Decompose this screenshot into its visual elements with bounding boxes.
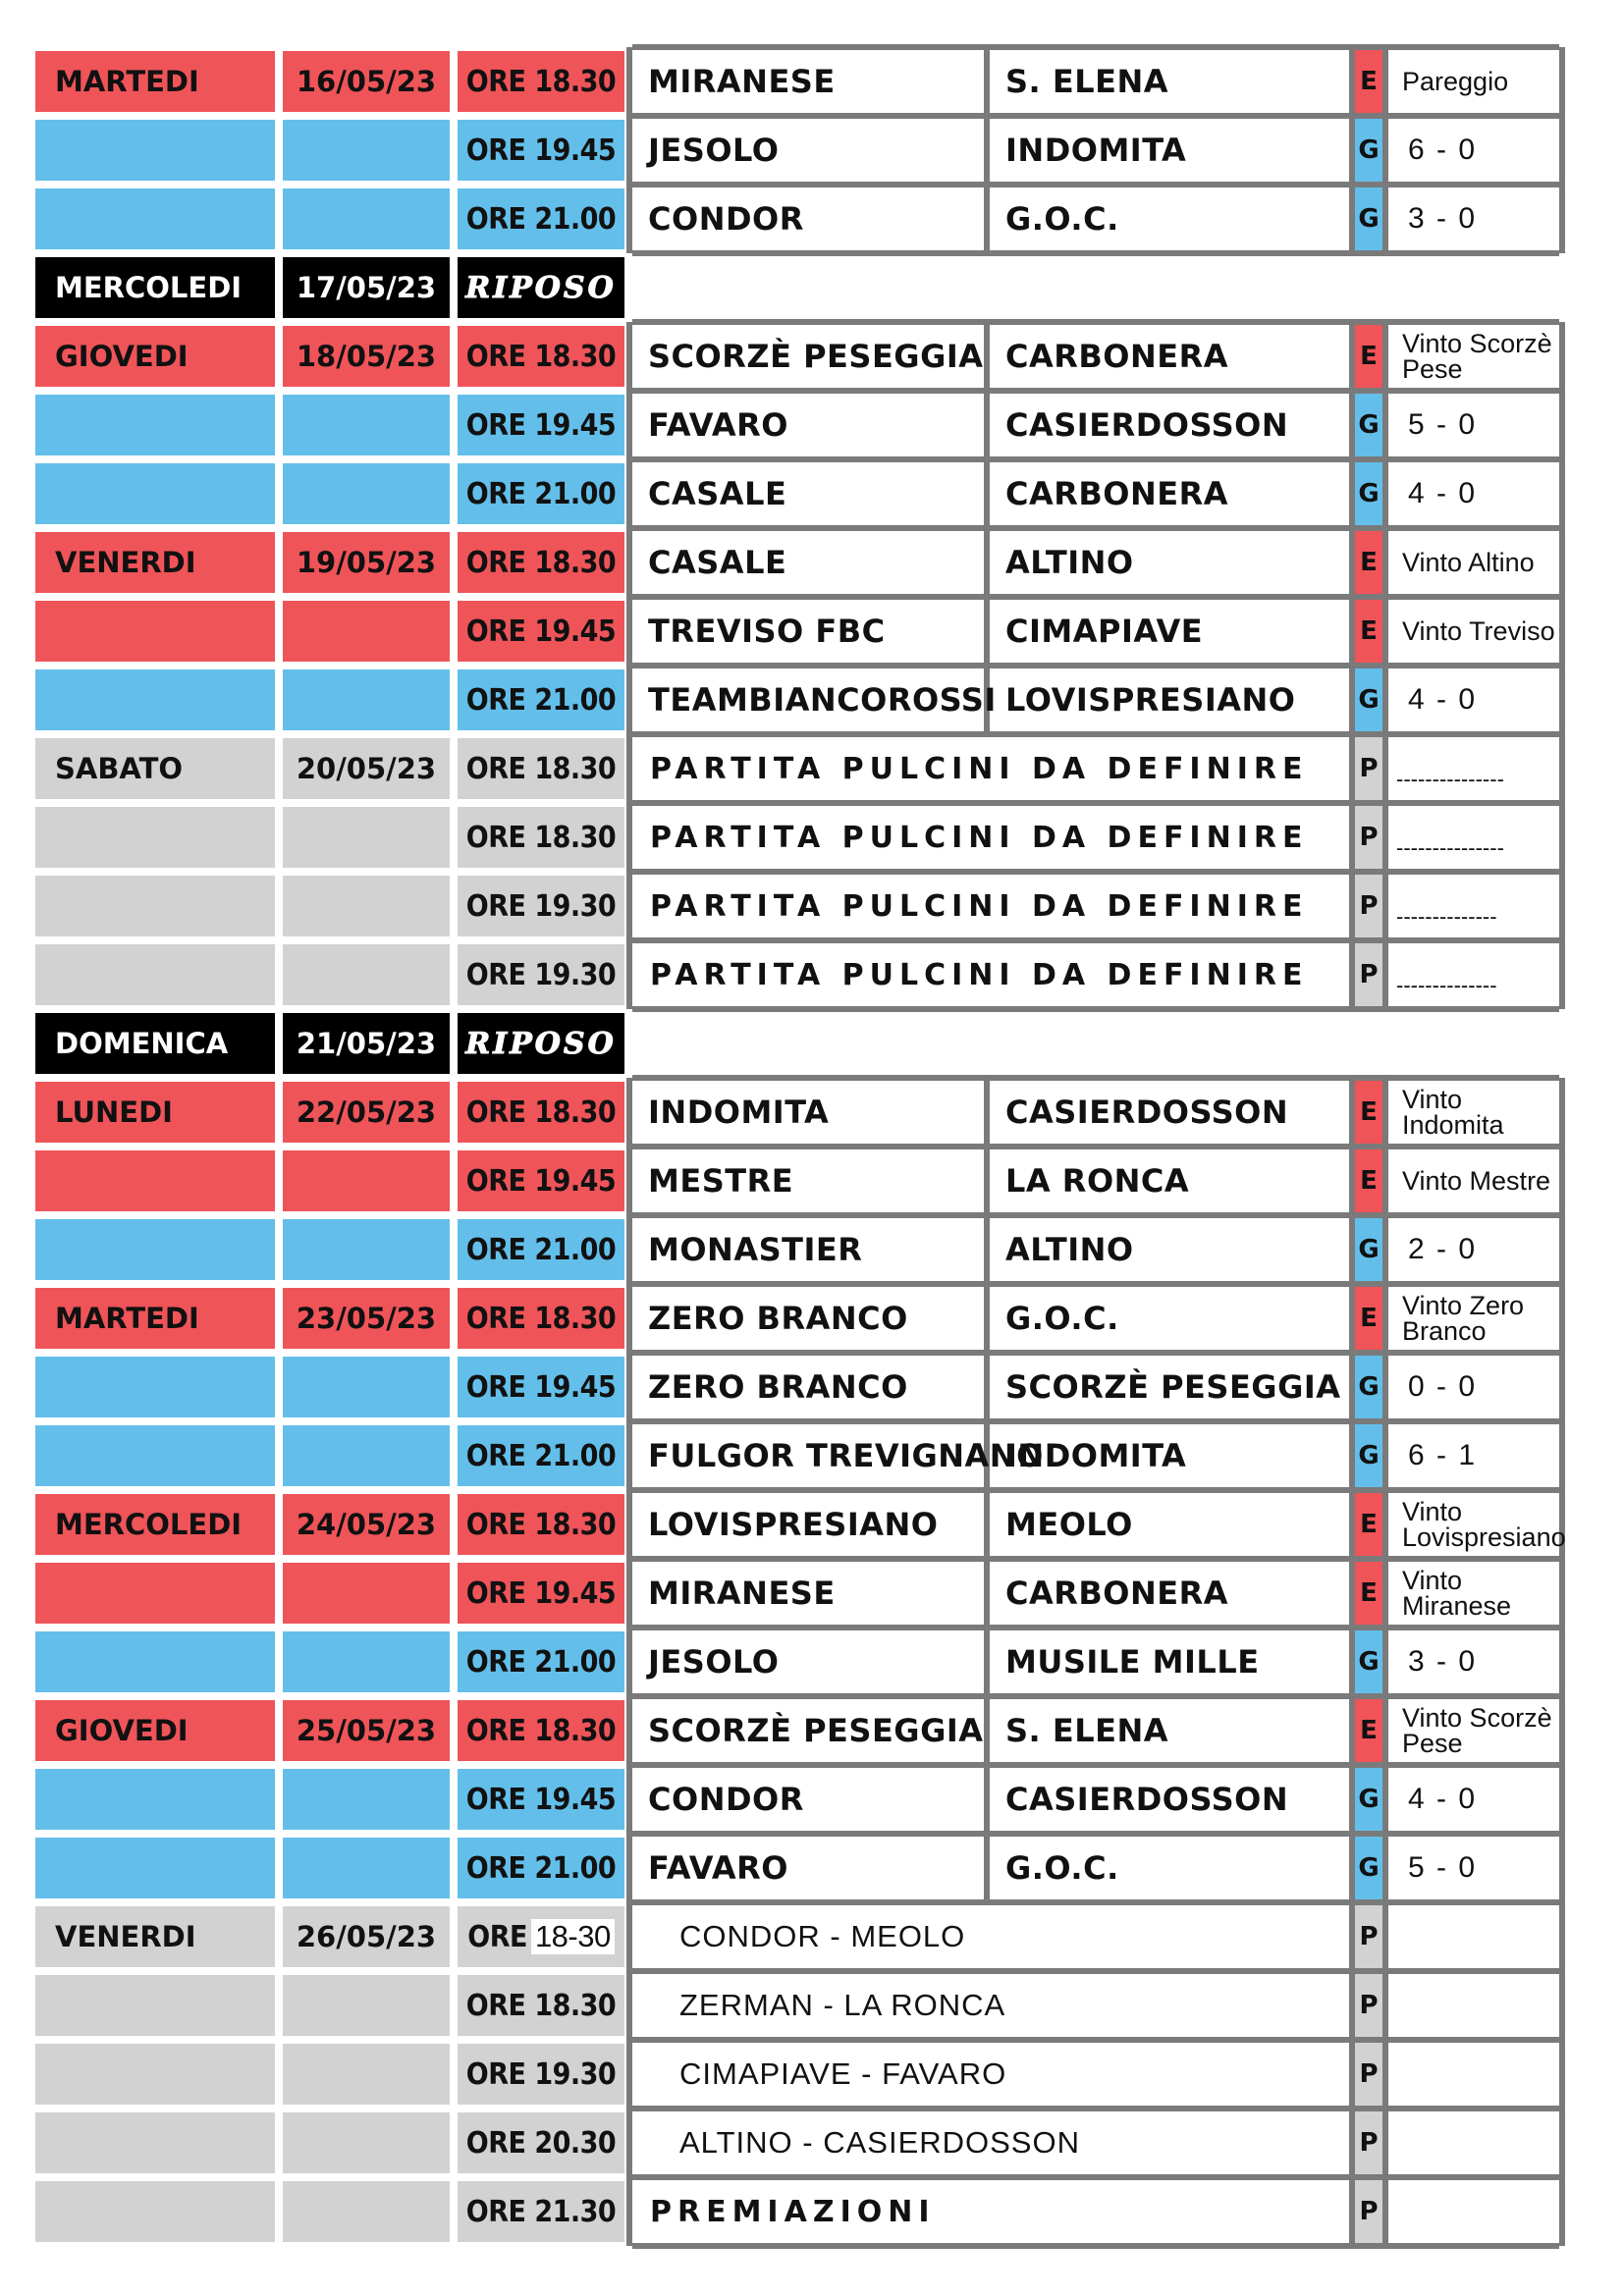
day-cell: GIOVEDI bbox=[35, 326, 275, 387]
time-cell bbox=[458, 326, 624, 387]
day-cell bbox=[35, 944, 275, 1005]
schedule-row bbox=[35, 459, 1595, 528]
time-label: ORE 21.30 bbox=[465, 2194, 617, 2229]
away-team: INDOMITA bbox=[990, 119, 1355, 182]
home-team: CASALE bbox=[632, 531, 990, 594]
date-cell bbox=[283, 1769, 450, 1830]
time-cell bbox=[458, 188, 624, 249]
away-team: CARBONERA bbox=[990, 1562, 1355, 1625]
date-cell: 23/05/23 bbox=[283, 1288, 450, 1349]
time-label: ORE 21.00 bbox=[465, 1644, 617, 1680]
home-team: ZERO BRANCO bbox=[632, 1287, 990, 1350]
time-label: ORE 20.30 bbox=[465, 2125, 617, 2161]
category-code: P bbox=[1355, 943, 1388, 1006]
date-cell bbox=[283, 188, 450, 249]
result-cell: Vinto Indomita bbox=[1388, 1081, 1559, 1144]
result-cell: --------------- bbox=[1388, 806, 1559, 869]
time-label: ORE 19.30 bbox=[465, 888, 617, 924]
date-cell: 22/05/23 bbox=[283, 1082, 450, 1143]
time-label: ORE 18.30 bbox=[465, 545, 617, 580]
home-team: JESOLO bbox=[632, 1630, 990, 1693]
result-cell: Vinto Altino bbox=[1388, 531, 1559, 594]
match-description bbox=[632, 737, 1355, 800]
date-cell bbox=[283, 463, 450, 524]
time-cell bbox=[458, 2112, 624, 2173]
day-cell: VENERDI bbox=[35, 532, 275, 593]
date-cell bbox=[283, 120, 450, 181]
schedule-row bbox=[35, 940, 1595, 1009]
match-description bbox=[632, 875, 1355, 937]
time-cell bbox=[458, 1906, 624, 1967]
time-cell bbox=[458, 395, 624, 455]
time-label: ORE 21.00 bbox=[465, 682, 617, 718]
result-cell: -------------- bbox=[1388, 943, 1559, 1006]
time-label: ORE 18.30 bbox=[465, 1713, 617, 1748]
category-code: E bbox=[1355, 50, 1388, 113]
away-team: G.O.C. bbox=[990, 187, 1355, 250]
day-cell: LUNEDI bbox=[35, 1082, 275, 1143]
result-cell: Vinto Treviso bbox=[1388, 600, 1559, 663]
category-code: E bbox=[1355, 1081, 1388, 1144]
date-cell bbox=[283, 1357, 450, 1417]
time-cell bbox=[458, 2181, 624, 2242]
time-label: ORE 18.30 bbox=[465, 64, 617, 99]
result-cell: Vinto Miranese bbox=[1388, 1562, 1559, 1625]
category-code: E bbox=[1355, 1562, 1388, 1625]
schedule-row bbox=[35, 322, 1595, 391]
row-divider bbox=[632, 2243, 1559, 2249]
away-team: S. ELENA bbox=[990, 1699, 1355, 1762]
category-code: G bbox=[1355, 119, 1388, 182]
date-cell bbox=[283, 1219, 450, 1280]
time-cell bbox=[458, 1769, 624, 1830]
match-text: PARTITA PULCINI DA DEFINIRE bbox=[650, 751, 1309, 786]
schedule-row bbox=[35, 597, 1595, 666]
date-cell bbox=[283, 876, 450, 936]
date-cell bbox=[283, 2181, 450, 2242]
home-team: TREVISO FBC bbox=[632, 600, 990, 663]
away-team: INDOMITA bbox=[990, 1424, 1355, 1487]
day-cell bbox=[35, 1150, 275, 1211]
day-cell: GIOVEDI bbox=[35, 1700, 275, 1761]
schedule-row bbox=[35, 1490, 1595, 1559]
date-cell bbox=[283, 1838, 450, 1898]
date-cell bbox=[283, 2112, 450, 2173]
home-team: FULGOR TREVIGNANO bbox=[632, 1424, 990, 1487]
date-cell: 20/05/23 bbox=[283, 738, 450, 799]
home-team: MONASTIER bbox=[632, 1218, 990, 1281]
schedule-row bbox=[35, 528, 1595, 597]
day-cell bbox=[35, 2181, 275, 2242]
category-code: P bbox=[1355, 875, 1388, 937]
time-label: ORE 21.00 bbox=[465, 1850, 617, 1886]
date-cell: 24/05/23 bbox=[283, 1494, 450, 1555]
date-cell: 26/05/23 bbox=[283, 1906, 450, 1967]
category-code: E bbox=[1355, 325, 1388, 388]
away-team: CASIERDOSSON bbox=[990, 394, 1355, 456]
home-team: CONDOR bbox=[632, 1768, 990, 1831]
result-cell bbox=[1388, 2043, 1559, 2106]
category-code: P bbox=[1355, 1974, 1388, 2037]
away-team: LA RONCA bbox=[990, 1149, 1355, 1212]
result-cell: Vinto Zero Branco bbox=[1388, 1287, 1559, 1350]
category-code: P bbox=[1355, 2180, 1388, 2243]
time-label: ORE 21.00 bbox=[465, 476, 617, 511]
match-text: PARTITA PULCINI DA DEFINIRE bbox=[650, 888, 1309, 924]
away-team: G.O.C. bbox=[990, 1837, 1355, 1899]
time-cell bbox=[458, 1219, 624, 1280]
day-cell bbox=[35, 188, 275, 249]
result-cell: Vinto Scorzè Pese bbox=[1388, 325, 1559, 388]
time-cell bbox=[458, 1288, 624, 1349]
result-cell bbox=[1388, 2180, 1559, 2243]
time-cell bbox=[458, 1357, 624, 1417]
schedule-row bbox=[35, 1284, 1595, 1353]
match-description bbox=[632, 943, 1355, 1006]
time-label: ORE 21.00 bbox=[465, 201, 617, 237]
schedule-row bbox=[35, 1696, 1595, 1765]
category-code: G bbox=[1355, 1837, 1388, 1899]
category-code: E bbox=[1355, 600, 1388, 663]
time-cell bbox=[458, 1150, 624, 1211]
time-cell bbox=[458, 1082, 624, 1143]
schedule-row bbox=[35, 391, 1595, 459]
schedule-row bbox=[35, 1834, 1595, 1902]
time-cell bbox=[458, 1563, 624, 1624]
schedule-row bbox=[35, 47, 1595, 116]
schedule-row bbox=[35, 666, 1595, 734]
time-label: ORE 19.45 bbox=[465, 1369, 617, 1405]
result-cell: 5 - 0 bbox=[1388, 1837, 1559, 1899]
result-cell: 0 - 0 bbox=[1388, 1356, 1559, 1418]
time-label: ORE 18.30 bbox=[465, 1301, 617, 1336]
time-cell bbox=[458, 601, 624, 662]
category-code: E bbox=[1355, 531, 1388, 594]
result-cell: 4 - 0 bbox=[1388, 462, 1559, 525]
time-value: 18-30 bbox=[531, 1919, 615, 1954]
time-label: ORE 19.45 bbox=[465, 1163, 617, 1199]
match-text: PARTITA PULCINI DA DEFINIRE bbox=[650, 820, 1309, 855]
schedule-row bbox=[35, 1559, 1595, 1628]
away-team: CARBONERA bbox=[990, 462, 1355, 525]
result-cell: 6 - 0 bbox=[1388, 119, 1559, 182]
day-cell bbox=[35, 395, 275, 455]
category-code: G bbox=[1355, 462, 1388, 525]
category-code: P bbox=[1355, 2111, 1388, 2174]
time-label: ORE bbox=[467, 1919, 527, 1954]
day-cell bbox=[35, 2112, 275, 2173]
match-description bbox=[632, 2043, 1355, 2106]
home-team: SCORZÈ PESEGGIA bbox=[632, 1699, 990, 1762]
result-cell: Vinto Scorzè Pese bbox=[1388, 1699, 1559, 1762]
schedule-row bbox=[35, 116, 1595, 185]
time-cell bbox=[458, 1838, 624, 1898]
schedule-row bbox=[35, 1628, 1595, 1696]
time-label: ORE 18.30 bbox=[465, 1095, 617, 1130]
result-cell: 6 - 1 bbox=[1388, 1424, 1559, 1487]
date-cell bbox=[283, 1425, 450, 1486]
result-cell: Vinto Mestre bbox=[1388, 1149, 1559, 1212]
time-cell bbox=[458, 876, 624, 936]
date-cell: 18/05/23 bbox=[283, 326, 450, 387]
time-label: ORE 19.45 bbox=[465, 1782, 617, 1817]
day-cell: MARTEDI bbox=[35, 1288, 275, 1349]
schedule-table bbox=[35, 47, 1595, 2246]
time-label: ORE 21.00 bbox=[465, 1438, 617, 1473]
day-cell bbox=[35, 1425, 275, 1486]
result-cell bbox=[1388, 2111, 1559, 2174]
day-cell: MERCOLEDI bbox=[35, 257, 275, 318]
category-code: G bbox=[1355, 1768, 1388, 1831]
time-label: ORE 18.30 bbox=[465, 339, 617, 374]
schedule-row bbox=[35, 1078, 1595, 1147]
match-text: PREMIAZIONI bbox=[650, 2194, 936, 2229]
date-cell bbox=[283, 807, 450, 868]
date-cell bbox=[283, 1150, 450, 1211]
time-label: ORE 18.30 bbox=[465, 1507, 617, 1542]
schedule-row bbox=[35, 734, 1595, 803]
schedule-row bbox=[35, 872, 1595, 940]
schedule-row bbox=[35, 1353, 1595, 1421]
time-cell bbox=[458, 1975, 624, 2036]
day-cell bbox=[35, 2044, 275, 2105]
home-team: FAVARO bbox=[632, 394, 990, 456]
schedule-row bbox=[35, 1009, 1595, 1078]
result-cell: 2 - 0 bbox=[1388, 1218, 1559, 1281]
day-cell bbox=[35, 1769, 275, 1830]
away-team: G.O.C. bbox=[990, 1287, 1355, 1350]
day-cell bbox=[35, 601, 275, 662]
home-team: CASALE bbox=[632, 462, 990, 525]
away-team: CASIERDOSSON bbox=[990, 1081, 1355, 1144]
date-cell: 25/05/23 bbox=[283, 1700, 450, 1761]
match-description bbox=[632, 1905, 1355, 1968]
home-team: INDOMITA bbox=[632, 1081, 990, 1144]
time-cell bbox=[458, 51, 624, 112]
schedule-row bbox=[35, 253, 1595, 322]
result-cell: 3 - 0 bbox=[1388, 1630, 1559, 1693]
day-cell bbox=[35, 463, 275, 524]
result-cell: --------------- bbox=[1388, 737, 1559, 800]
schedule-row bbox=[35, 1971, 1595, 2040]
schedule-row bbox=[35, 803, 1595, 872]
time-cell bbox=[458, 1425, 624, 1486]
home-team: ZERO BRANCO bbox=[632, 1356, 990, 1418]
category-code: E bbox=[1355, 1287, 1388, 1350]
home-team: FAVARO bbox=[632, 1837, 990, 1899]
time-cell bbox=[458, 463, 624, 524]
schedule-row bbox=[35, 185, 1595, 253]
category-code: P bbox=[1355, 2043, 1388, 2106]
day-cell bbox=[35, 120, 275, 181]
schedule-row bbox=[35, 2109, 1595, 2177]
schedule-row bbox=[35, 2040, 1595, 2109]
time-cell bbox=[458, 738, 624, 799]
time-cell bbox=[458, 807, 624, 868]
time-cell bbox=[458, 532, 624, 593]
category-code: G bbox=[1355, 187, 1388, 250]
day-cell: VENERDI bbox=[35, 1906, 275, 1967]
match-text: ZERMAN - LA RONCA bbox=[679, 1988, 1006, 2022]
home-team: SCORZÈ PESEGGIA bbox=[632, 325, 990, 388]
rest-day-label: RIPOSO bbox=[458, 257, 624, 318]
category-code: P bbox=[1355, 737, 1388, 800]
home-team: CONDOR bbox=[632, 187, 990, 250]
home-team: JESOLO bbox=[632, 119, 990, 182]
match-description bbox=[632, 1974, 1355, 2037]
category-code: G bbox=[1355, 1630, 1388, 1693]
date-cell: 19/05/23 bbox=[283, 532, 450, 593]
time-cell bbox=[458, 120, 624, 181]
day-cell bbox=[35, 669, 275, 730]
day-cell bbox=[35, 876, 275, 936]
date-cell: 16/05/23 bbox=[283, 51, 450, 112]
time-cell bbox=[458, 944, 624, 1005]
schedule-row bbox=[35, 1215, 1595, 1284]
category-code: E bbox=[1355, 1699, 1388, 1762]
date-cell bbox=[283, 601, 450, 662]
match-text: CONDOR - MEOLO bbox=[679, 1919, 966, 1953]
date-cell bbox=[283, 1563, 450, 1624]
day-cell: DOMENICA bbox=[35, 1013, 275, 1074]
day-cell: MERCOLEDI bbox=[35, 1494, 275, 1555]
away-team: CIMAPIAVE bbox=[990, 600, 1355, 663]
away-team: S. ELENA bbox=[990, 50, 1355, 113]
away-team: ALTINO bbox=[990, 531, 1355, 594]
result-cell: -------------- bbox=[1388, 875, 1559, 937]
category-code: P bbox=[1355, 1905, 1388, 1968]
category-code: G bbox=[1355, 1424, 1388, 1487]
day-cell bbox=[35, 1838, 275, 1898]
category-code: G bbox=[1355, 394, 1388, 456]
day-cell bbox=[35, 1219, 275, 1280]
date-cell bbox=[283, 669, 450, 730]
day-cell: MARTEDI bbox=[35, 51, 275, 112]
match-description bbox=[632, 2111, 1355, 2174]
schedule-row bbox=[35, 1421, 1595, 1490]
time-label: ORE 19.30 bbox=[465, 957, 617, 992]
home-team: MIRANESE bbox=[632, 1562, 990, 1625]
away-team: LOVISPRESIANO bbox=[990, 668, 1355, 731]
category-code: E bbox=[1355, 1493, 1388, 1556]
result-cell: 5 - 0 bbox=[1388, 394, 1559, 456]
time-cell bbox=[458, 2044, 624, 2105]
away-team: MUSILE MILLE bbox=[990, 1630, 1355, 1693]
day-cell bbox=[35, 1975, 275, 2036]
away-team: SCORZÈ PESEGGIA bbox=[990, 1356, 1355, 1418]
result-cell: Pareggio bbox=[1388, 50, 1559, 113]
day-cell: SABATO bbox=[35, 738, 275, 799]
time-cell bbox=[458, 1700, 624, 1761]
date-cell: 17/05/23 bbox=[283, 257, 450, 318]
away-team: CASIERDOSSON bbox=[990, 1768, 1355, 1831]
date-cell bbox=[283, 1975, 450, 2036]
schedule-row bbox=[35, 1902, 1595, 1971]
time-label: ORE 21.00 bbox=[465, 1232, 617, 1267]
time-label: ORE 19.30 bbox=[465, 2056, 617, 2092]
date-cell bbox=[283, 2044, 450, 2105]
result-cell: 3 - 0 bbox=[1388, 187, 1559, 250]
away-team: ALTINO bbox=[990, 1218, 1355, 1281]
away-team: MEOLO bbox=[990, 1493, 1355, 1556]
home-team: MIRANESE bbox=[632, 50, 990, 113]
time-label: ORE 19.45 bbox=[465, 614, 617, 649]
time-label: ORE 18.30 bbox=[465, 751, 617, 786]
category-code: E bbox=[1355, 1149, 1388, 1212]
schedule-row bbox=[35, 1765, 1595, 1834]
away-team: CARBONERA bbox=[990, 325, 1355, 388]
home-team: TEAMBIANCOROSSI bbox=[632, 668, 990, 731]
home-team: MESTRE bbox=[632, 1149, 990, 1212]
schedule-row bbox=[35, 2177, 1595, 2246]
time-label: ORE 19.45 bbox=[465, 133, 617, 168]
match-text: PARTITA PULCINI DA DEFINIRE bbox=[650, 957, 1309, 992]
category-code: P bbox=[1355, 806, 1388, 869]
result-cell: 4 - 0 bbox=[1388, 668, 1559, 731]
time-label: ORE 19.45 bbox=[465, 1575, 617, 1611]
time-cell bbox=[458, 1494, 624, 1555]
date-cell bbox=[283, 395, 450, 455]
result-cell: Vinto Lovispresiano bbox=[1388, 1493, 1559, 1556]
time-cell bbox=[458, 1631, 624, 1692]
schedule-row bbox=[35, 1147, 1595, 1215]
time-label: ORE 18.30 bbox=[465, 820, 617, 855]
time-label: ORE 19.45 bbox=[465, 407, 617, 443]
date-cell: 21/05/23 bbox=[283, 1013, 450, 1074]
rest-day-label: RIPOSO bbox=[458, 1013, 624, 1074]
match-description bbox=[632, 806, 1355, 869]
day-cell bbox=[35, 807, 275, 868]
home-team: LOVISPRESIANO bbox=[632, 1493, 990, 1556]
time-label: ORE 18.30 bbox=[465, 1988, 617, 2023]
day-cell bbox=[35, 1357, 275, 1417]
match-text: ALTINO - CASIERDOSSON bbox=[679, 2125, 1080, 2160]
match-text: CIMAPIAVE - FAVARO bbox=[679, 2056, 1007, 2091]
result-cell: 4 - 0 bbox=[1388, 1768, 1559, 1831]
match-description bbox=[632, 2180, 1355, 2243]
result-cell bbox=[1388, 1974, 1559, 2037]
category-code: G bbox=[1355, 1356, 1388, 1418]
date-cell bbox=[283, 1631, 450, 1692]
result-cell bbox=[1388, 1905, 1559, 1968]
time-cell bbox=[458, 669, 624, 730]
day-cell bbox=[35, 1631, 275, 1692]
category-code: G bbox=[1355, 1218, 1388, 1281]
category-code: G bbox=[1355, 668, 1388, 731]
date-cell bbox=[283, 944, 450, 1005]
day-cell bbox=[35, 1563, 275, 1624]
